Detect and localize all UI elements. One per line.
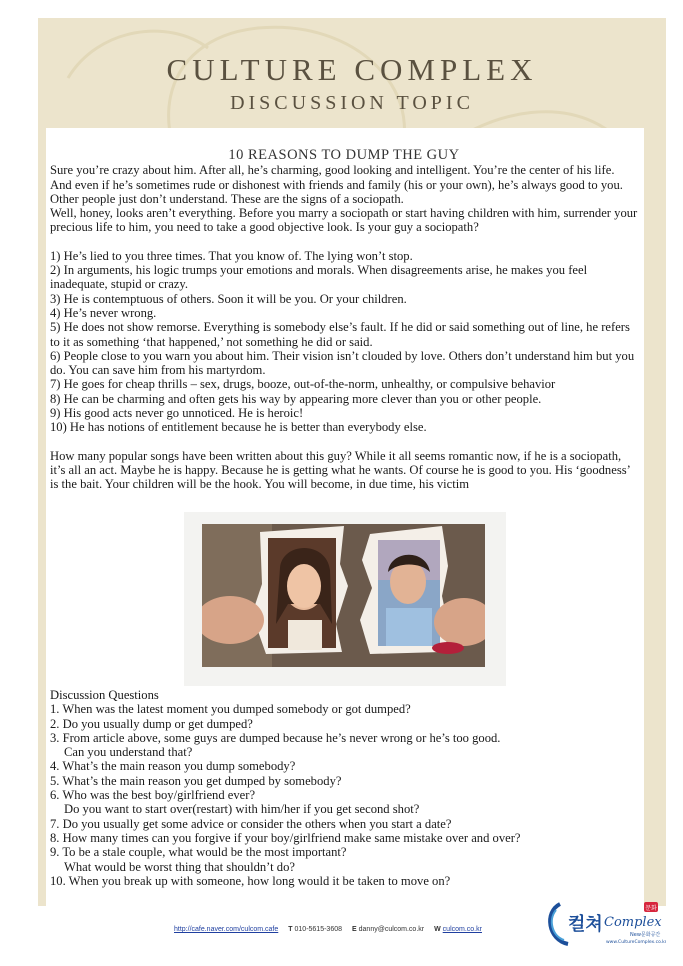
discussion-questions (50, 688, 638, 888)
reason-item: 5) He does not show remorse. Everything is somebody else’s fault. If he did or said something out of line, he refers to it as something ‘that happened,’ not something he did or said. (50, 320, 630, 349)
question-subitem: What would be worst thing that shouldn’t do? (64, 859, 295, 874)
reason-item: 9) His good acts never go unnoticed. He is heroic! (50, 406, 304, 421)
discussion-heading: Discussion Questions (50, 688, 159, 702)
logo-tagline: New문화공간 (630, 932, 661, 938)
reason-item: 3) He is contemptuous of others. Soon it will be you. Or your children. (50, 291, 407, 306)
article-title: 10 REASONS TO DUMP THE GUY (228, 147, 460, 163)
logo-badge: 문화 (645, 905, 657, 912)
cafe-link[interactable]: http://cafe.naver.com/culcom.cafe (174, 926, 279, 933)
logo-korean-text: 컬쳐 (568, 914, 603, 935)
question-item: 4. What’s the main reason you dump somebody? (50, 759, 296, 774)
culture-complex-logo (546, 896, 666, 952)
page-title: CULTURE COMPLEX (166, 52, 538, 87)
article (50, 148, 638, 492)
footer-contact (174, 926, 534, 933)
logo-swoosh-icon (546, 896, 666, 952)
reason-item: 6) People close to you warn you about him. Their vision isn’t clouded by love. Others don’t understand him but you do. You can save him from his martyrdom. (50, 348, 635, 378)
torn-photo-icon (202, 524, 485, 667)
phone-label: T (288, 926, 293, 933)
photo-frame (184, 512, 506, 686)
question-item: 9. To be a stale couple, what would be the most important? (50, 845, 347, 860)
email-label: E (351, 926, 357, 933)
website-link[interactable]: culcom.co.kr (442, 926, 482, 933)
phone-number: 010-5615-3608 (294, 926, 343, 933)
reason-item: 7) He goes for cheap thrills – sex, drugs, booze, out-of-the-norm, unhealthy, or compulsive behavior (50, 377, 556, 392)
question-item: 10. When you break up with someone, how long would it be taken to move on? (50, 873, 451, 888)
question-item: 5. What’s the main reason you get dumped by somebody? (50, 773, 342, 788)
logo-english-text: Complex (604, 915, 662, 930)
content-panel (46, 128, 644, 908)
website-label: W (434, 926, 441, 933)
reason-item: 4) He’s never wrong. (50, 305, 157, 320)
reason-item: 10) He has notions of entitlement because he is better than everybody else. (50, 420, 427, 435)
question-item: 3. From article above, some guys are dumped because he’s never wrong or he’s too good. (50, 730, 501, 745)
reason-item: 1) He’s lied to you three times. That you know of. The lying won’t stop. (50, 248, 413, 263)
article-paragraph: How many popular songs have been written about this guy? While it all seems romantic now, if he is a sociopath, it’s all an act. Maybe he is happy. Because he is getting what he wants. Of course he is good to you. His ‘goodness’ is the bait. Your children will be the hook. You will become, in due time, his victim (50, 448, 630, 492)
email-address[interactable]: danny@culcom.co.kr (358, 926, 425, 933)
reason-item: 2) In arguments, his logic trumps your emotions and morals. When disagreements arise, he makes you feel inadequate, stupid or crazy. (50, 263, 588, 292)
couple-photo (202, 524, 485, 667)
page-subtitle: DISCUSSION TOPIC (230, 92, 474, 114)
article-paragraph: Sure you’re crazy about him. After all, he’s charming, good looking and intelligent. You’re the center of his life. And even if he’s sometimes rude or dishonest with friends and family (his or your own), he’s always good to you. Other people just don’t understand. These are the signs of a sociopath. (50, 163, 623, 206)
question-item: 6. Who was the best boy/girlfriend ever? (50, 788, 256, 803)
question-item: 2. Do you usually dump or get dumped? (50, 716, 253, 731)
reason-item: 8) He can be charming and often gets his way by appearing more clever than you or other people. (50, 391, 542, 406)
question-item: 1. When was the latest moment you dumped somebody or got dumped? (50, 702, 411, 717)
question-subitem: Do you want to start over(restart) with him/her if you get second shot? (64, 802, 420, 817)
article-paragraph: Well, honey, looks aren’t everything. Before you marry a sociopath or start having children with him, surrender your precious life to him, you need to take a good objective look. Is your guy a sociopath? (50, 206, 638, 235)
question-subitem: Can you understand that? (64, 745, 193, 760)
question-item: 8. How many times can you forgive if your boy/girlfriend make same mistake over and over? (50, 830, 521, 845)
question-item: 7. Do you usually get some advice or consider the others when you start a date? (50, 816, 452, 831)
logo-site: www.CultureComplex.co.kr (606, 940, 666, 945)
